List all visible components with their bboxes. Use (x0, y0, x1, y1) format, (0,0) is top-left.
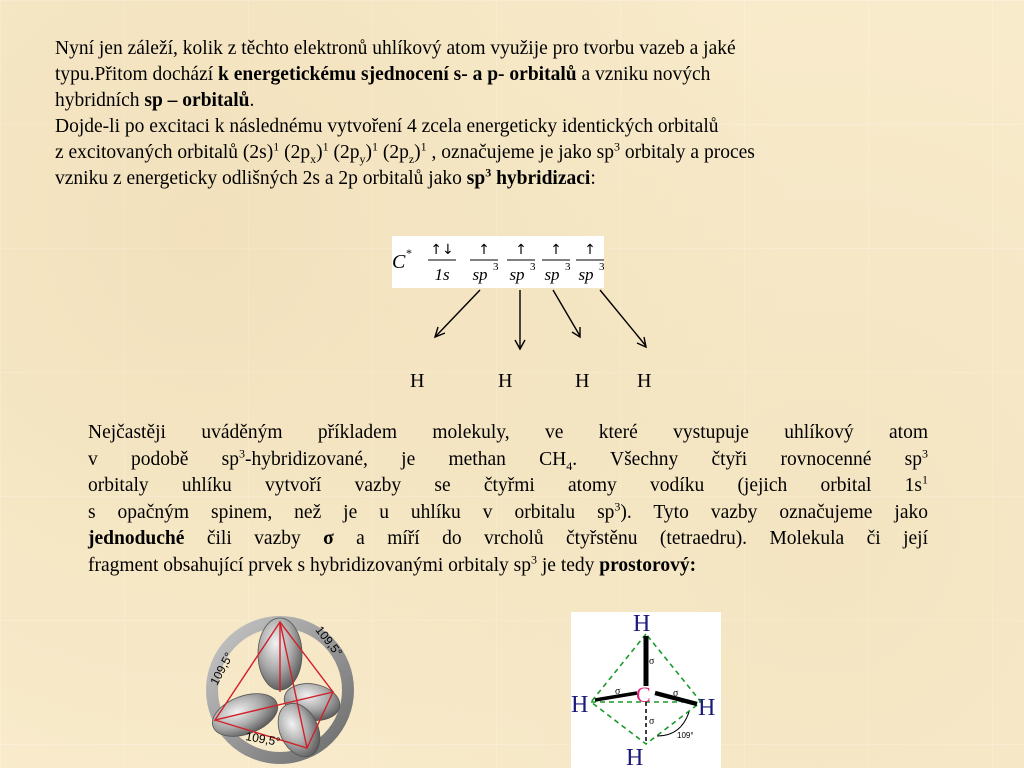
bold-part: hybridizaci (491, 168, 591, 189)
spin-arrows: ↑↓ (430, 242, 454, 258)
angle-label: 109° (677, 731, 694, 740)
superscript: 1 (273, 139, 280, 154)
intro-text: vzniku z energeticky odlišných 2s a 2p orbitalů jako (55, 168, 467, 189)
intro-line-3 (55, 88, 1015, 114)
intro-text: (2p (377, 142, 409, 163)
hydrogen-label: H (575, 370, 590, 392)
body-text: ). Tyto vazby označujeme jako (620, 501, 928, 523)
body-line-4 (88, 500, 928, 527)
intro-text: Nyní jen záleží, kolik z těchto elektronů uhlíkový atom využije pro tvorbu vazeb a jaké (55, 38, 736, 59)
intro-text: typu.Přitom dochází (55, 64, 219, 85)
subscript: x (310, 151, 317, 166)
excited-mark: * (406, 246, 412, 260)
body-line-3 (88, 473, 928, 500)
body-text: čili vazby (184, 528, 324, 549)
spin-arrows: ↑ (515, 242, 527, 258)
atom-symbol: C (392, 251, 406, 273)
intro-text: Dojde-li po excitaci k následnému vytvoření 4 zcela energeticky identických orbitalů (55, 116, 719, 137)
arrowhead-4 (637, 337, 646, 347)
intro-text: ) (365, 142, 372, 163)
bond-arrow-3 (553, 290, 580, 336)
superscript: 1 (371, 139, 378, 154)
bond-arrows (435, 290, 646, 349)
body-text: Nejčastěji uváděným příkladem molekuly, ve které vystupuje uhlíkový atom (88, 422, 928, 443)
superscript: 3 (922, 446, 928, 460)
bold-term: jednoduché (88, 528, 185, 549)
intro-text: ) (414, 142, 421, 163)
superscript: 1 (322, 139, 329, 154)
sigma-symbol: σ (323, 528, 334, 549)
bond-arrow-1 (436, 290, 480, 336)
methane-paragraph (88, 420, 928, 579)
intro-text: a vzniku nových (576, 64, 711, 85)
superscript: 3 (614, 139, 621, 154)
level-label: 1s (434, 265, 450, 284)
superscript: 3 (531, 552, 537, 566)
bold-term: prostorový: (599, 554, 697, 576)
level-superscript: 3 (599, 261, 605, 273)
hydrogen-left: H (571, 692, 589, 718)
angle-label-left: 109,5° (207, 650, 236, 688)
body-text: je tedy (537, 554, 600, 576)
orbital-diagram (390, 232, 650, 357)
subscript: 4 (566, 458, 573, 473)
level-label: sp (509, 265, 525, 284)
level-superscript: 3 (493, 261, 499, 273)
bond-arrow-4 (600, 290, 646, 346)
intro-text: , označujeme je jako sp (426, 142, 615, 163)
body-line-2 (88, 447, 928, 474)
intro-text: . (249, 90, 255, 111)
intro-text: hybridních (55, 90, 145, 111)
hydrogen-bottom: H (626, 745, 644, 768)
bold-part: sp (466, 168, 486, 189)
hydrogen-right: H (698, 695, 716, 721)
body-text: a míří do vrcholů čtyřstěnu (tetraedru). Molekula či její (333, 528, 929, 549)
intro-paragraph (55, 36, 1015, 192)
intro-line-5 (55, 140, 1015, 166)
level-superscript: 3 (565, 261, 571, 273)
level-label: sp (578, 265, 594, 284)
body-text: -hybridizované, je methan CH (245, 448, 567, 470)
sp3-orbitals-figure (195, 612, 365, 768)
body-text: s opačným spinem, než je u uhlíku v orbitalu sp (88, 501, 615, 523)
sigma-label-right: σ (673, 688, 679, 699)
body-text: . Všechny čtyři rovnocenné sp (572, 448, 922, 470)
sigma-label-top: σ (649, 656, 655, 667)
body-text: v podobě sp (88, 448, 239, 470)
sigma-label-left: σ (615, 686, 621, 697)
superscript: 3 (614, 499, 621, 513)
body-line-5 (88, 526, 928, 553)
spin-arrows: ↑ (478, 242, 490, 258)
spin-arrows: ↑ (584, 242, 596, 258)
spin-arrows: ↑ (550, 242, 562, 258)
hydrogen-top: H (633, 612, 651, 637)
superscript: 3 (485, 165, 492, 180)
superscript: 1 (922, 472, 928, 487)
carbon-center: C (636, 682, 651, 707)
sigma-label-bottom: σ (649, 716, 655, 727)
hydrogen-label: H (410, 370, 425, 392)
body-text: orbitaly uhlíku vytvoří vazby se čtyřmi atomy vodíku (jejich orbital 1s (88, 475, 922, 496)
intro-text: (2p (328, 142, 360, 163)
intro-line-6 (55, 166, 1015, 192)
intro-bold-text (466, 165, 591, 189)
intro-line-2 (55, 62, 1015, 88)
intro-text: orbitaly a proces (620, 142, 755, 163)
intro-line-4 (55, 114, 1015, 140)
hydrogen-labels (0, 370, 1024, 396)
level-label: sp (472, 265, 488, 284)
intro-bold-text: sp – orbitalů (144, 90, 250, 111)
angle-label-bottom: 109,5° (244, 729, 282, 750)
subscript: y (359, 151, 366, 166)
superscript: 3 (239, 446, 245, 460)
angle-label-right: 109,5° (312, 623, 346, 660)
subscript: z (408, 151, 415, 166)
body-line-1 (88, 420, 928, 447)
methane-structure-figure (571, 612, 721, 768)
intro-text: z excitovaných orbitalů (2s) (55, 142, 274, 163)
superscript: 1 (420, 139, 427, 154)
intro-text: ) (316, 142, 323, 163)
hydrogen-label: H (498, 370, 513, 392)
intro-text: : (590, 168, 596, 189)
body-text: fragment obsahující prvek s hybridizovanými orbitaly sp (88, 554, 531, 576)
level-label: sp (544, 265, 560, 284)
level-superscript: 3 (530, 261, 536, 273)
body-line-6 (88, 553, 928, 580)
intro-line-1 (55, 36, 1015, 62)
intro-bold-text: k energetickému sjednocení s- a p- orbitalů (218, 64, 577, 85)
hydrogen-label: H (637, 370, 652, 392)
intro-text: (2p (279, 142, 311, 163)
